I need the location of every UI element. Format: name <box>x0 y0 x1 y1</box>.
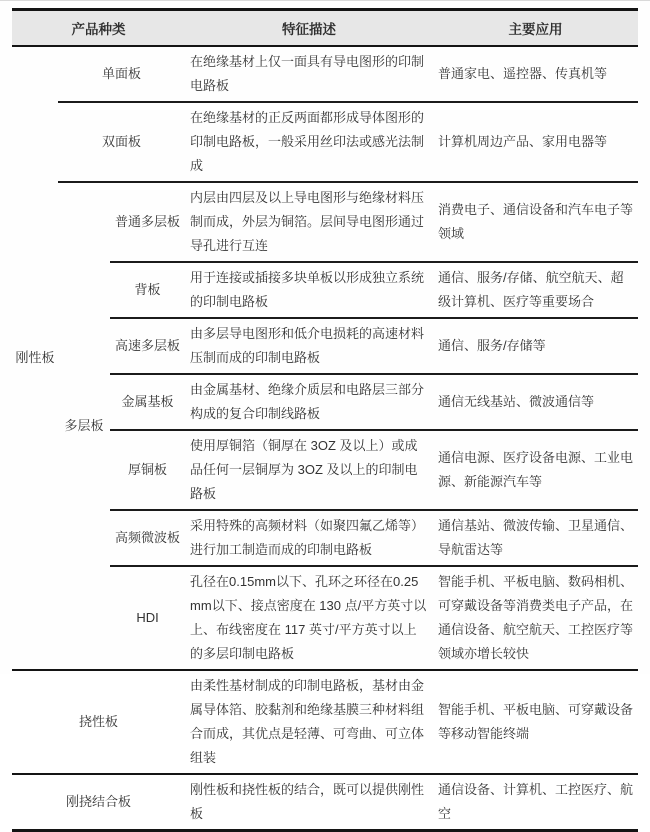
cell-feature: 使用厚铜箔（铜厚在 3OZ 及以上）或成品任何一层铜厚为 3OZ 及以上的印制电路板 <box>185 430 433 510</box>
cell-product-type: 双面板 <box>58 102 185 182</box>
cell-product-type: 刚挠结合板 <box>12 774 185 831</box>
cell-application: 智能手机、平板电脑、可穿戴设备等移动智能终端 <box>433 670 638 774</box>
cell-feature: 在绝缘基材上仅一面具有导电图形的印制电路板 <box>190 54 425 93</box>
group-label-multilayer-board: 多层板 <box>58 182 110 670</box>
cell-application: 通信、服务/存储、航空航天、超级计算机、医疗等重要场合 <box>433 262 638 318</box>
table-row-double-sided <box>12 102 638 182</box>
table-row-rigid-flex <box>12 774 638 831</box>
table-row-single-sided <box>12 46 638 102</box>
table-row-flexible <box>12 670 638 774</box>
cell-feature: 用于连接或插接多块单板以形成独立系统的印制电路板 <box>185 262 433 318</box>
cell-feature: 内层由四层及以上导电图形与绝缘材料压制而成，外层为铜箔。层间导电图形通过导孔进行互连 <box>185 182 433 262</box>
cell-product-type: 挠性板 <box>12 670 185 774</box>
cell-feature: 由多层导电图形和低介电损耗的高速材料压制而成的印制电路板 <box>185 318 433 374</box>
column-header-product-type: 产品种类 <box>12 10 185 47</box>
cell-product-type: 普通多层板 <box>110 182 185 262</box>
cell-application: 通信基站、微波传输、卫星通信、导航雷达等 <box>433 510 638 566</box>
column-header-feature: 特征描述 <box>185 10 433 47</box>
cell-application: 通信设备、计算机、工控医疗、航空 <box>433 774 638 831</box>
table-row-ordinary-multilayer <box>12 182 638 262</box>
cell-feature: 刚性板和挠性板的结合，既可以提供刚性板 <box>185 774 433 831</box>
cell-application: 通信电源、医疗设备电源、工业电源、新能源汽车等 <box>433 430 638 510</box>
header-row <box>12 10 638 47</box>
cell-feature: 孔径在0.15mm以下、孔环之环径在0.25mm以下、接点密度在 130 点/平方英寸以上、布线密度在 117 英寸/平方英寸以上的多层印制电路板 <box>185 566 433 670</box>
cell-feature: 由金属基材、绝缘介质层和电路层三部分构成的复合印制线路板 <box>185 374 433 430</box>
cell-feature: 由柔性基材制成的印制电路板，基材由金属导体箔、胶黏剂和绝缘基膜三种材料组合而成，其优点是轻薄、可弯曲、可立体组装 <box>185 670 433 774</box>
cell-application: 通信、服务/存储等 <box>433 318 638 374</box>
cell-product-type: 背板 <box>110 262 185 318</box>
cell-application: 计算机周边产品、家用电器等 <box>433 102 638 182</box>
cell-product-type: 厚铜板 <box>110 430 185 510</box>
pcb-types-table <box>12 8 638 832</box>
cell-application: 智能手机、平板电脑、数码相机、可穿戴设备等消费类电子产品，在通信设备、航空航天、工控医疗等领域亦增长较快 <box>433 566 638 670</box>
column-header-application: 主要应用 <box>433 10 638 47</box>
cell-product-type: HDI <box>110 566 185 670</box>
cell-feature: 在绝缘基材的正反两面都形成导体图形的印制电路板，一般采用丝印法或感光法制成 <box>185 102 433 182</box>
group-label-rigid-board: 刚性板 <box>15 350 55 365</box>
cell-product-type: 金属基板 <box>110 374 185 430</box>
cell-application: 消费电子、通信设备和汽车电子等领域 <box>433 182 638 262</box>
cell-product-type: 高速多层板 <box>110 318 185 374</box>
cell-product-type: 高频微波板 <box>110 510 185 566</box>
cell-feature: 采用特殊的高频材料（如聚四氟乙烯等）进行加工制造而成的印制电路板 <box>185 510 433 566</box>
cell-product-type: 单面板 <box>102 66 142 81</box>
cell-application: 通信无线基站、微波通信等 <box>433 374 638 430</box>
cell-application: 普通家电、遥控器、传真机等 <box>438 66 608 81</box>
